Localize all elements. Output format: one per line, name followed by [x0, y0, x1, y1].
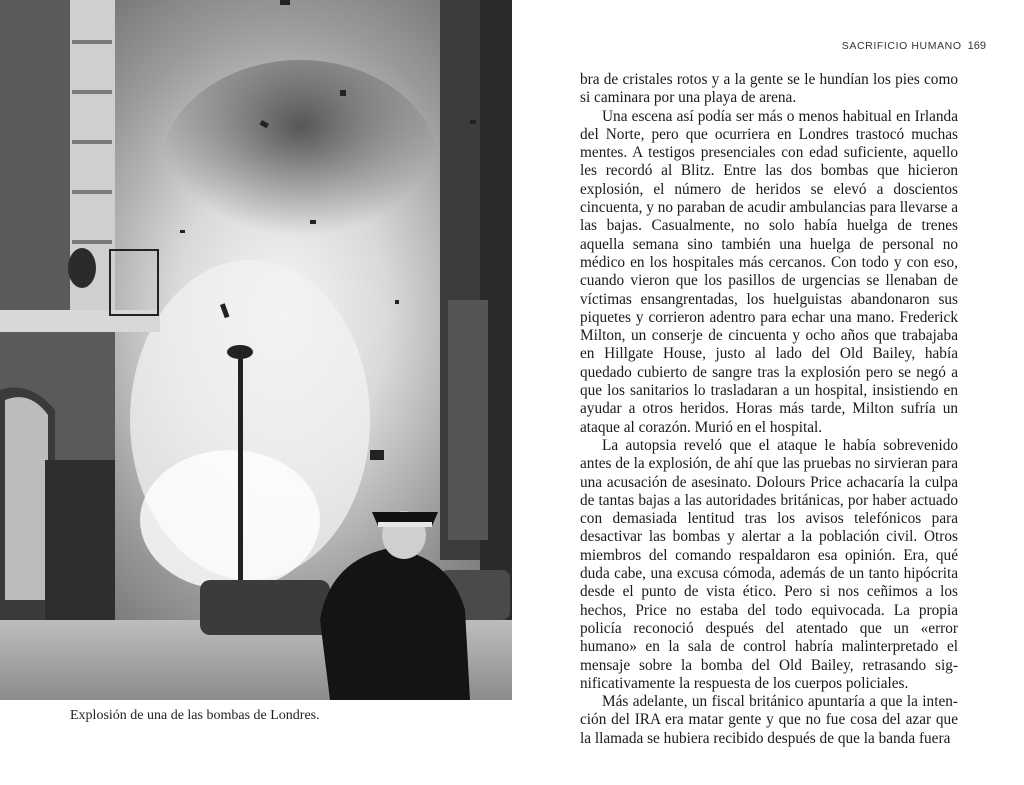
- paragraph: Una escena así podía ser más o menos habitual en Irlanda del Norte, pero que ocurriera en Londres trastocó muchas mentes. A testigos presenciales con edad suficiente, aquello les recordó al Blitz. Entre las dos bombas que hicieron explosión, el número de heridos se elevó a doscientos cincuenta, y no paraban de acudir ambulancias para llevarse a las bajas. Casualmente, no solo había huelga de trenes aquella semana sino también una huelga de personal no médico en los hospitales más cercanos. Con todo y con eso, cuando vieron que los pasillos de urgencias se llenaban de víctimas ensangrentadas, los huelguistas abandonaron sus piquetes y corrieron adentro para echar una mano. Frederick Milton, un conserje de cincuenta y ocho años que trabajaba en Hillgate House, justo al lado del Old Bailey, había quedado cubierto de sangre tras la explosión pero se negó a que los sanitarios lo trasladaran a un hospital, insistiendo en ayudar a otros heridos. Horas más tarde, Milton sufría un ataque al corazón. Murió en el hospital.: [580, 107, 958, 436]
- paragraph: La autopsia reveló que el ataque le había sobrevenido antes de la explosión, de ahí que las pruebas no sirvieran para una acusación de asesinato. Dolours Price achacaría la culpa de tantas bajas a las autoridades británicas, por haber actuado con demasiada lentitud tras los avisos telefónicos para desactivar las bombas y alertar a la población civil. Otros miembros del comando respaldaron esa opinión. Era, qué duda cabe, una excusa cómoda, además de un tanto hipócrita desde el punto de vista ético. Pero si nos ceñimos a los hechos, Price no estaba del todo equivocada. La propia policía reconoció después del atentado que un «error humano» en la sala de control habría malinterpretado el mensaje sobre la bomba del Old Bailey, retrasando significativamente la respuesta de los cuerpos policiales.: [580, 436, 958, 692]
- paragraph: bra de cristales rotos y a la gente se le hundían los pies como si caminara por una playa de arena.: [580, 71, 958, 107]
- running-title: SACRIFICIO HUMANO: [841, 40, 962, 52]
- paragraph: Más adelante, un fiscal británico apuntaría a que la intención del IRA era matar gente y que no fue cosa del azar que la llamada se hubiera recibido después de que la banda fuera: [580, 693, 958, 747]
- photo-caption: Explosión de una de las bombas de Londres.: [70, 708, 320, 723]
- explosion-photo-illustration: [0, 0, 512, 700]
- running-header: [842, 40, 986, 52]
- explosion-photo: [0, 0, 512, 700]
- page-number: 169: [967, 40, 986, 52]
- body-text: [580, 71, 958, 748]
